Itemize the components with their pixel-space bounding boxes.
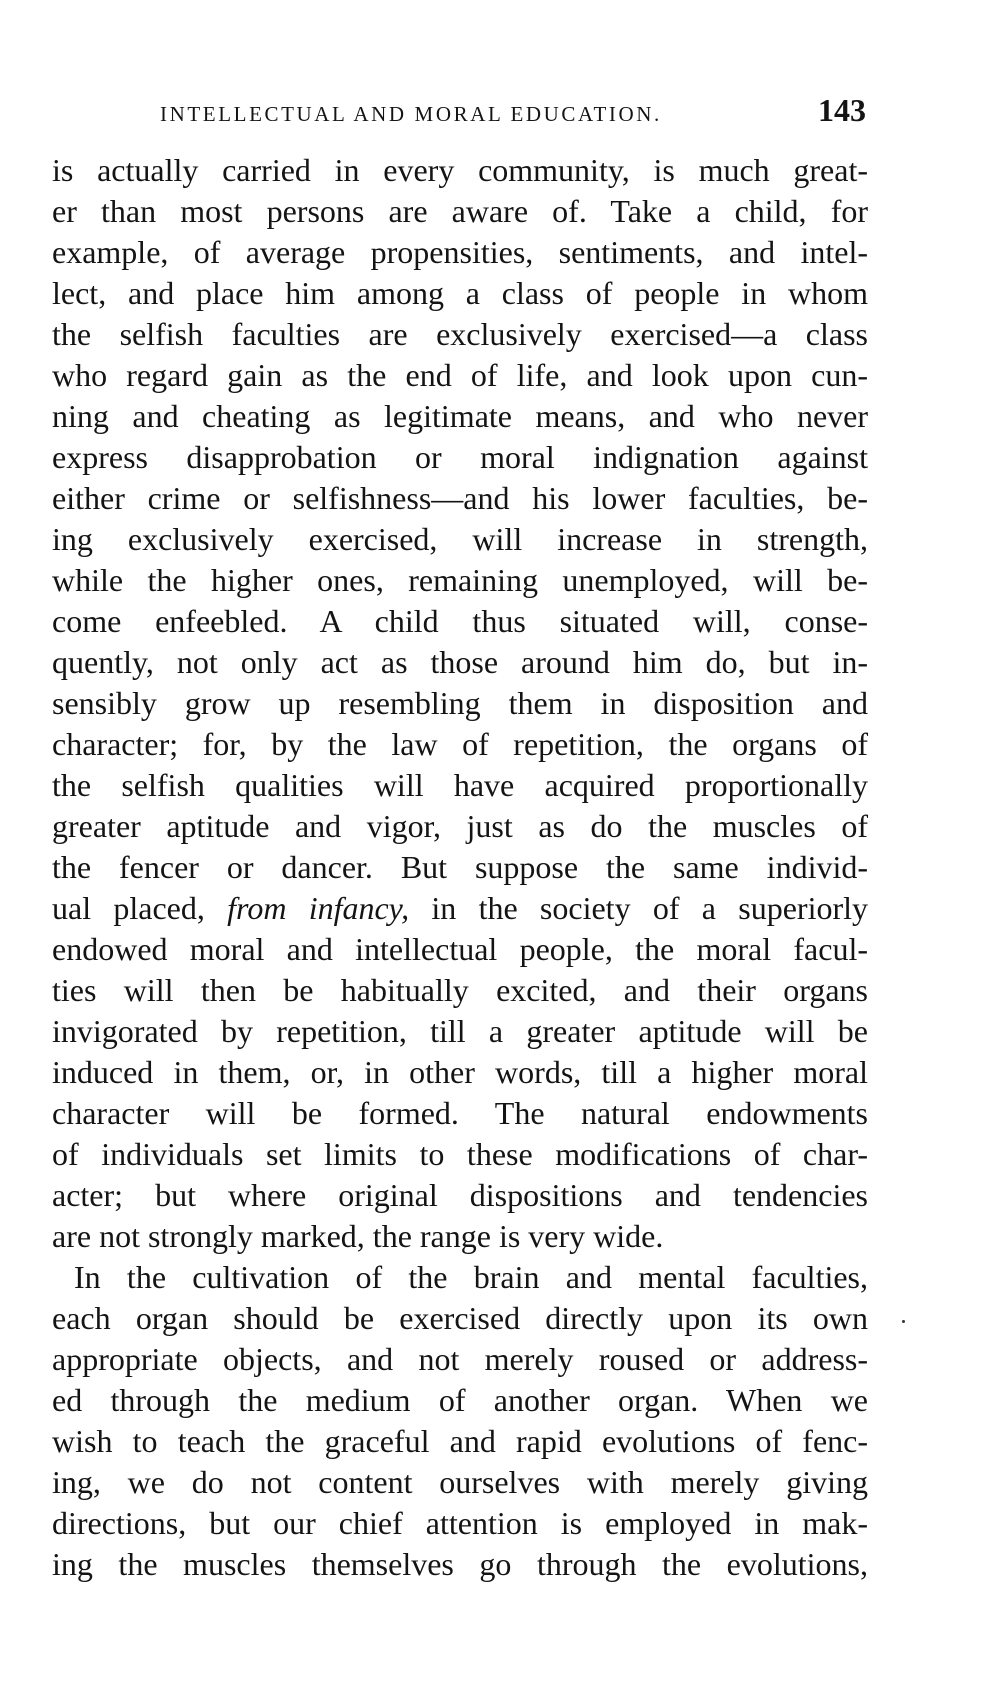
text-line: endowed moral and intellectual people, the moral facul- — [52, 931, 868, 967]
text-line: appropriate objects, and not merely roused or address- — [52, 1341, 868, 1377]
italic-emphasis: from infancy, — [227, 890, 410, 926]
text-line: either crime or selfishness—and his lower faculties, be- — [52, 480, 868, 516]
text-line: sensibly grow up resembling them in disposition and — [52, 685, 868, 721]
text-line: character will be formed. The natural endowments — [52, 1095, 868, 1131]
text-line: come enfeebled. A child thus situated will, conse- — [52, 603, 868, 639]
text-line: while the higher ones, remaining unemployed, will be- — [52, 562, 868, 598]
text-line: directions, but our chief attention is employed in mak- — [52, 1505, 868, 1541]
text-line: who regard gain as the end of life, and look upon cun- — [52, 357, 868, 393]
text-line: ed through the medium of another organ. When we — [52, 1382, 868, 1418]
text-line: express disapprobation or moral indignation against — [52, 439, 868, 475]
text-line-with-emphasis — [52, 888, 868, 929]
text-line: induced in them, or, in other words, till a higher moral — [52, 1054, 868, 1090]
text-line: lect, and place him among a class of people in whom — [52, 275, 868, 311]
text-line: ties will then be habitually excited, and their organs — [52, 972, 868, 1008]
text-line: is actually carried in every community, is much great- — [52, 152, 868, 188]
text-line: the fencer or dancer. But suppose the same individ- — [52, 849, 868, 885]
text-line: example, of average propensities, sentiments, and intel- — [52, 234, 868, 270]
text-line: character; for, by the law of repetition, the organs of — [52, 726, 868, 762]
text-line: In the cultivation of the brain and mental faculties, — [74, 1259, 868, 1295]
text-line: are not strongly marked, the range is very wide. — [52, 1218, 664, 1254]
text-line: quently, not only act as those around him do, but in- — [52, 644, 868, 680]
ink-speck — [902, 1320, 905, 1323]
paragraph-2 — [52, 1257, 868, 1585]
text-line: acter; but where original dispositions and tendencies — [52, 1177, 868, 1213]
text-segment: ual placed, — [52, 890, 228, 926]
text-line: the selfish faculties are exclusively exercised—a class — [52, 316, 868, 352]
body-text — [52, 150, 868, 1585]
text-line: er than most persons are aware of. Take a child, for — [52, 193, 868, 229]
text-line: each organ should be exercised directly upon its own — [52, 1300, 868, 1336]
running-head — [0, 92, 998, 136]
text-line: ing, we do not content ourselves with merely giving — [52, 1464, 868, 1500]
text-line: ing the muscles themselves go through the evolutions, — [52, 1546, 868, 1582]
text-line: greater aptitude and vigor, just as do the muscles of — [52, 808, 868, 844]
page-number: 143 — [818, 92, 866, 128]
text-line: wish to teach the graceful and rapid evolutions of fenc- — [52, 1423, 868, 1459]
text-line: ing exclusively exercised, will increase in strength, — [52, 521, 868, 557]
text-line: ning and cheating as legitimate means, and who never — [52, 398, 868, 434]
text-segment: in the society of a superiorly — [409, 890, 869, 926]
text-line: the selfish qualities will have acquired proportionally — [52, 767, 868, 803]
text-line: of individuals set limits to these modifications of char- — [52, 1136, 868, 1172]
running-title: INTELLECTUAL AND MORAL EDUCATION. — [160, 102, 662, 126]
text-line: invigorated by repetition, till a greater aptitude will be — [52, 1013, 868, 1049]
paragraph-1 — [52, 150, 868, 1257]
